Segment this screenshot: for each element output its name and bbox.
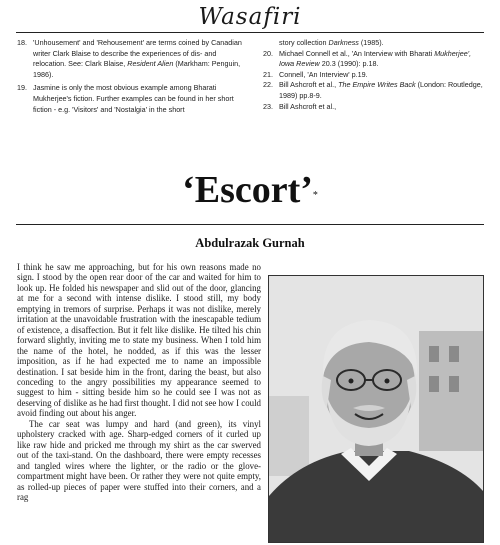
endnote-italic: Resident Alien: [127, 59, 174, 69]
endnote: [17, 38, 249, 80]
endnote-number: 18.: [17, 38, 27, 47]
endnote-text: Bill Ashcroft et al.,: [279, 101, 337, 111]
endnote: [263, 70, 485, 81]
endnote: [263, 80, 485, 101]
endnote-italic: Darkness: [328, 38, 359, 47]
article-body: [17, 262, 261, 502]
endnote-text: (London: Routledge, 1989) pp.8-9.: [279, 80, 483, 100]
endnote-text: Jasmine is only the most obvious example among Bharati Mukherjee's fiction. Further examples can be found in her short fiction - e.g. 'Visitors' and 'Nostalgia' in the short: [33, 83, 234, 114]
body-paragraph: I think he saw me approaching, but for his own reasons made no sign. I stood by the open rear door of the car and waited for him to look up. He folded his newspaper and slid out of the door, glancing at me for a second with intense dislike. I stood still, my body emptying in tremors of surprise. Perhaps it was not dislike, merely irritation at the unavoidable frustration with the inescapable tedium of existence, a disaffection. But it felt like dislike. He tilted his chin forward slightly, inviting me to state my business. When I told him the name of the hotel, he nodded, as if this was the lesser imposition, as if he had expected me to name an impossible destination. I sat beside him in the front, daring the beast, but also conceding to the angry possibilities my appearance seemed to suggest to him - sitting beside him so he could see I was not as deserving of dislike as he had first thought. I did not see how I could avoid finding out about his anger.: [17, 262, 261, 419]
body-paragraph: The car seat was lumpy and hard (and green), its vinyl upholstery cracked with age. Sharp-edged corners of it curled up like raw hide and pricked me through my shirt as the car swerved out of the taxi-stand. On the dashboard, there were empty recesses and tangled wires where the lighter, or the radio or the glove-compartment might have been. Or rather they were not quite empty, as rolled-up pieces of paper were stuffed into their corners, and a rag: [17, 418, 261, 502]
header-rule: [16, 32, 484, 33]
endnote-number: 19.: [17, 83, 27, 93]
endnote-text: 20.3 (1990): p.18.: [319, 59, 379, 69]
endnote-text: (1985).: [358, 38, 384, 47]
endnotes-right: [263, 38, 485, 112]
author-photo: [268, 275, 484, 543]
endnotes-left: [17, 38, 249, 115]
title-footnote-mark: *: [312, 190, 318, 201]
endnote-text: Michael Connell et al., 'An Interview with Bharati: [279, 48, 435, 58]
endnote-number: 22.: [263, 80, 273, 90]
article-title-text: ‘Escort’: [182, 169, 313, 211]
endnote-continuation: [263, 38, 485, 49]
author-portrait-image: [269, 276, 483, 542]
endnote-italic: The Empire Writes Back: [338, 80, 416, 90]
endnote-text: 'Unhousement' and 'Rehousement' are terms coined by Canadian writer Clark Blaise to describe the experiences of dis- and relocation. See: Clark Blaise,: [33, 38, 242, 69]
endnote: [263, 49, 485, 70]
endnote-number: 20.: [263, 48, 273, 58]
endnote-number: 23.: [263, 101, 273, 111]
endnote-text: (Markham: Penguin, 1986).: [33, 59, 241, 79]
article-author: Abdulrazak Gurnah: [195, 236, 305, 250]
article-title: [0, 168, 500, 212]
endnote-number: 21.: [263, 69, 273, 79]
endnote-text: Bill Ashcroft et al.,: [279, 80, 339, 90]
title-rule: [16, 224, 484, 225]
masthead: Wasafiri: [198, 4, 302, 30]
endnote-italic: Mukherjee', Iowa Review: [279, 48, 472, 69]
endnote-text: story collection: [279, 38, 329, 47]
endnote: [17, 83, 249, 115]
endnote: [263, 102, 485, 113]
endnote-text: Connell, 'An Interview' p.19.: [279, 69, 368, 79]
